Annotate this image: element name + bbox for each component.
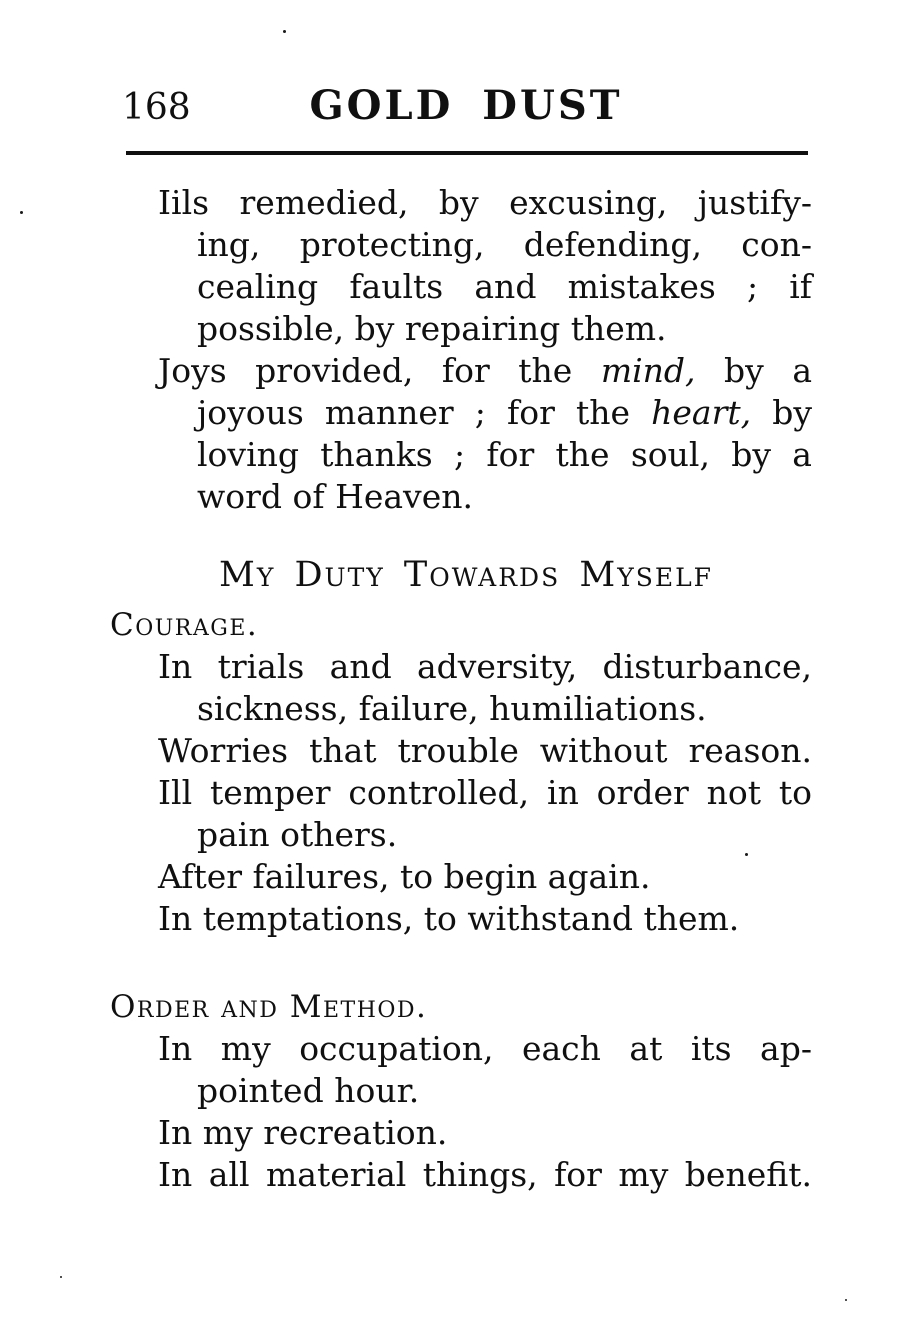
text-line <box>197 476 812 518</box>
text-line <box>158 1028 812 1070</box>
text-segment: Iils remedied, by excusing, justify- <box>158 183 812 222</box>
text-segment: word of Heaven. <box>197 477 473 516</box>
header-rule <box>126 151 808 155</box>
text-line <box>158 646 812 688</box>
section-label <box>110 604 810 646</box>
text-line <box>158 898 812 940</box>
page-number: 168 <box>122 87 191 128</box>
section-heading <box>120 554 812 596</box>
page-title: GOLD DUST <box>309 82 623 129</box>
text-segment: My Duty Towards Myself <box>218 555 714 595</box>
text-line <box>158 350 812 392</box>
page-body <box>0 182 917 1196</box>
text-segment: In my recreation. <box>158 1113 448 1152</box>
text-segment: loving thanks ; for the soul, by a <box>197 435 812 474</box>
text-segment: In all material things, for my benefit. <box>158 1155 812 1194</box>
text-segment: Courage. <box>110 607 259 643</box>
text-segment: by a <box>695 351 812 390</box>
text-segment: Ill temper controlled, in order not to <box>158 773 812 812</box>
text-line <box>158 730 812 772</box>
italic-text: mind, <box>600 351 696 390</box>
italic-text: heart, <box>651 393 752 432</box>
text-line <box>197 392 812 434</box>
text-line <box>197 224 812 266</box>
scan-speck <box>20 211 23 214</box>
text-segment: In trials and adversity, disturbance, <box>158 647 812 686</box>
text-line <box>197 1070 812 1112</box>
text-segment: In my occupation, each at its ap- <box>158 1029 812 1068</box>
text-line <box>197 434 812 476</box>
text-line <box>197 688 812 730</box>
text-line <box>158 772 812 814</box>
section-label <box>110 986 810 1028</box>
scan-speck <box>845 1299 847 1301</box>
text-segment: cealing faults and mistakes ; if <box>197 267 812 306</box>
text-segment: In temptations, to withstand them. <box>158 899 740 938</box>
text-segment: ing, protecting, defending, con- <box>197 225 812 264</box>
scan-speck <box>60 1276 62 1278</box>
text-line <box>197 266 812 308</box>
text-line <box>197 814 812 856</box>
text-segment: Worries that trouble without reason. <box>158 731 812 770</box>
text-segment: joyous manner ; for the <box>197 393 652 432</box>
text-segment: pain others. <box>197 815 398 854</box>
text-line <box>197 308 812 350</box>
text-segment: sickness, failure, humiliations. <box>197 689 707 728</box>
text-line <box>158 182 812 224</box>
text-segment: Order and Method. <box>110 989 428 1025</box>
text-segment: pointed hour. <box>197 1071 420 1110</box>
scan-speck <box>283 30 286 33</box>
text-line <box>158 1112 812 1154</box>
text-segment: After failures, to begin again. <box>158 857 651 896</box>
text-line <box>158 1154 812 1196</box>
scan-speck <box>745 853 748 856</box>
text-segment: by <box>751 393 812 432</box>
text-segment: possible, by repairing them. <box>197 309 667 348</box>
text-line <box>158 856 812 898</box>
text-segment: Joys provided, for the <box>158 351 601 390</box>
